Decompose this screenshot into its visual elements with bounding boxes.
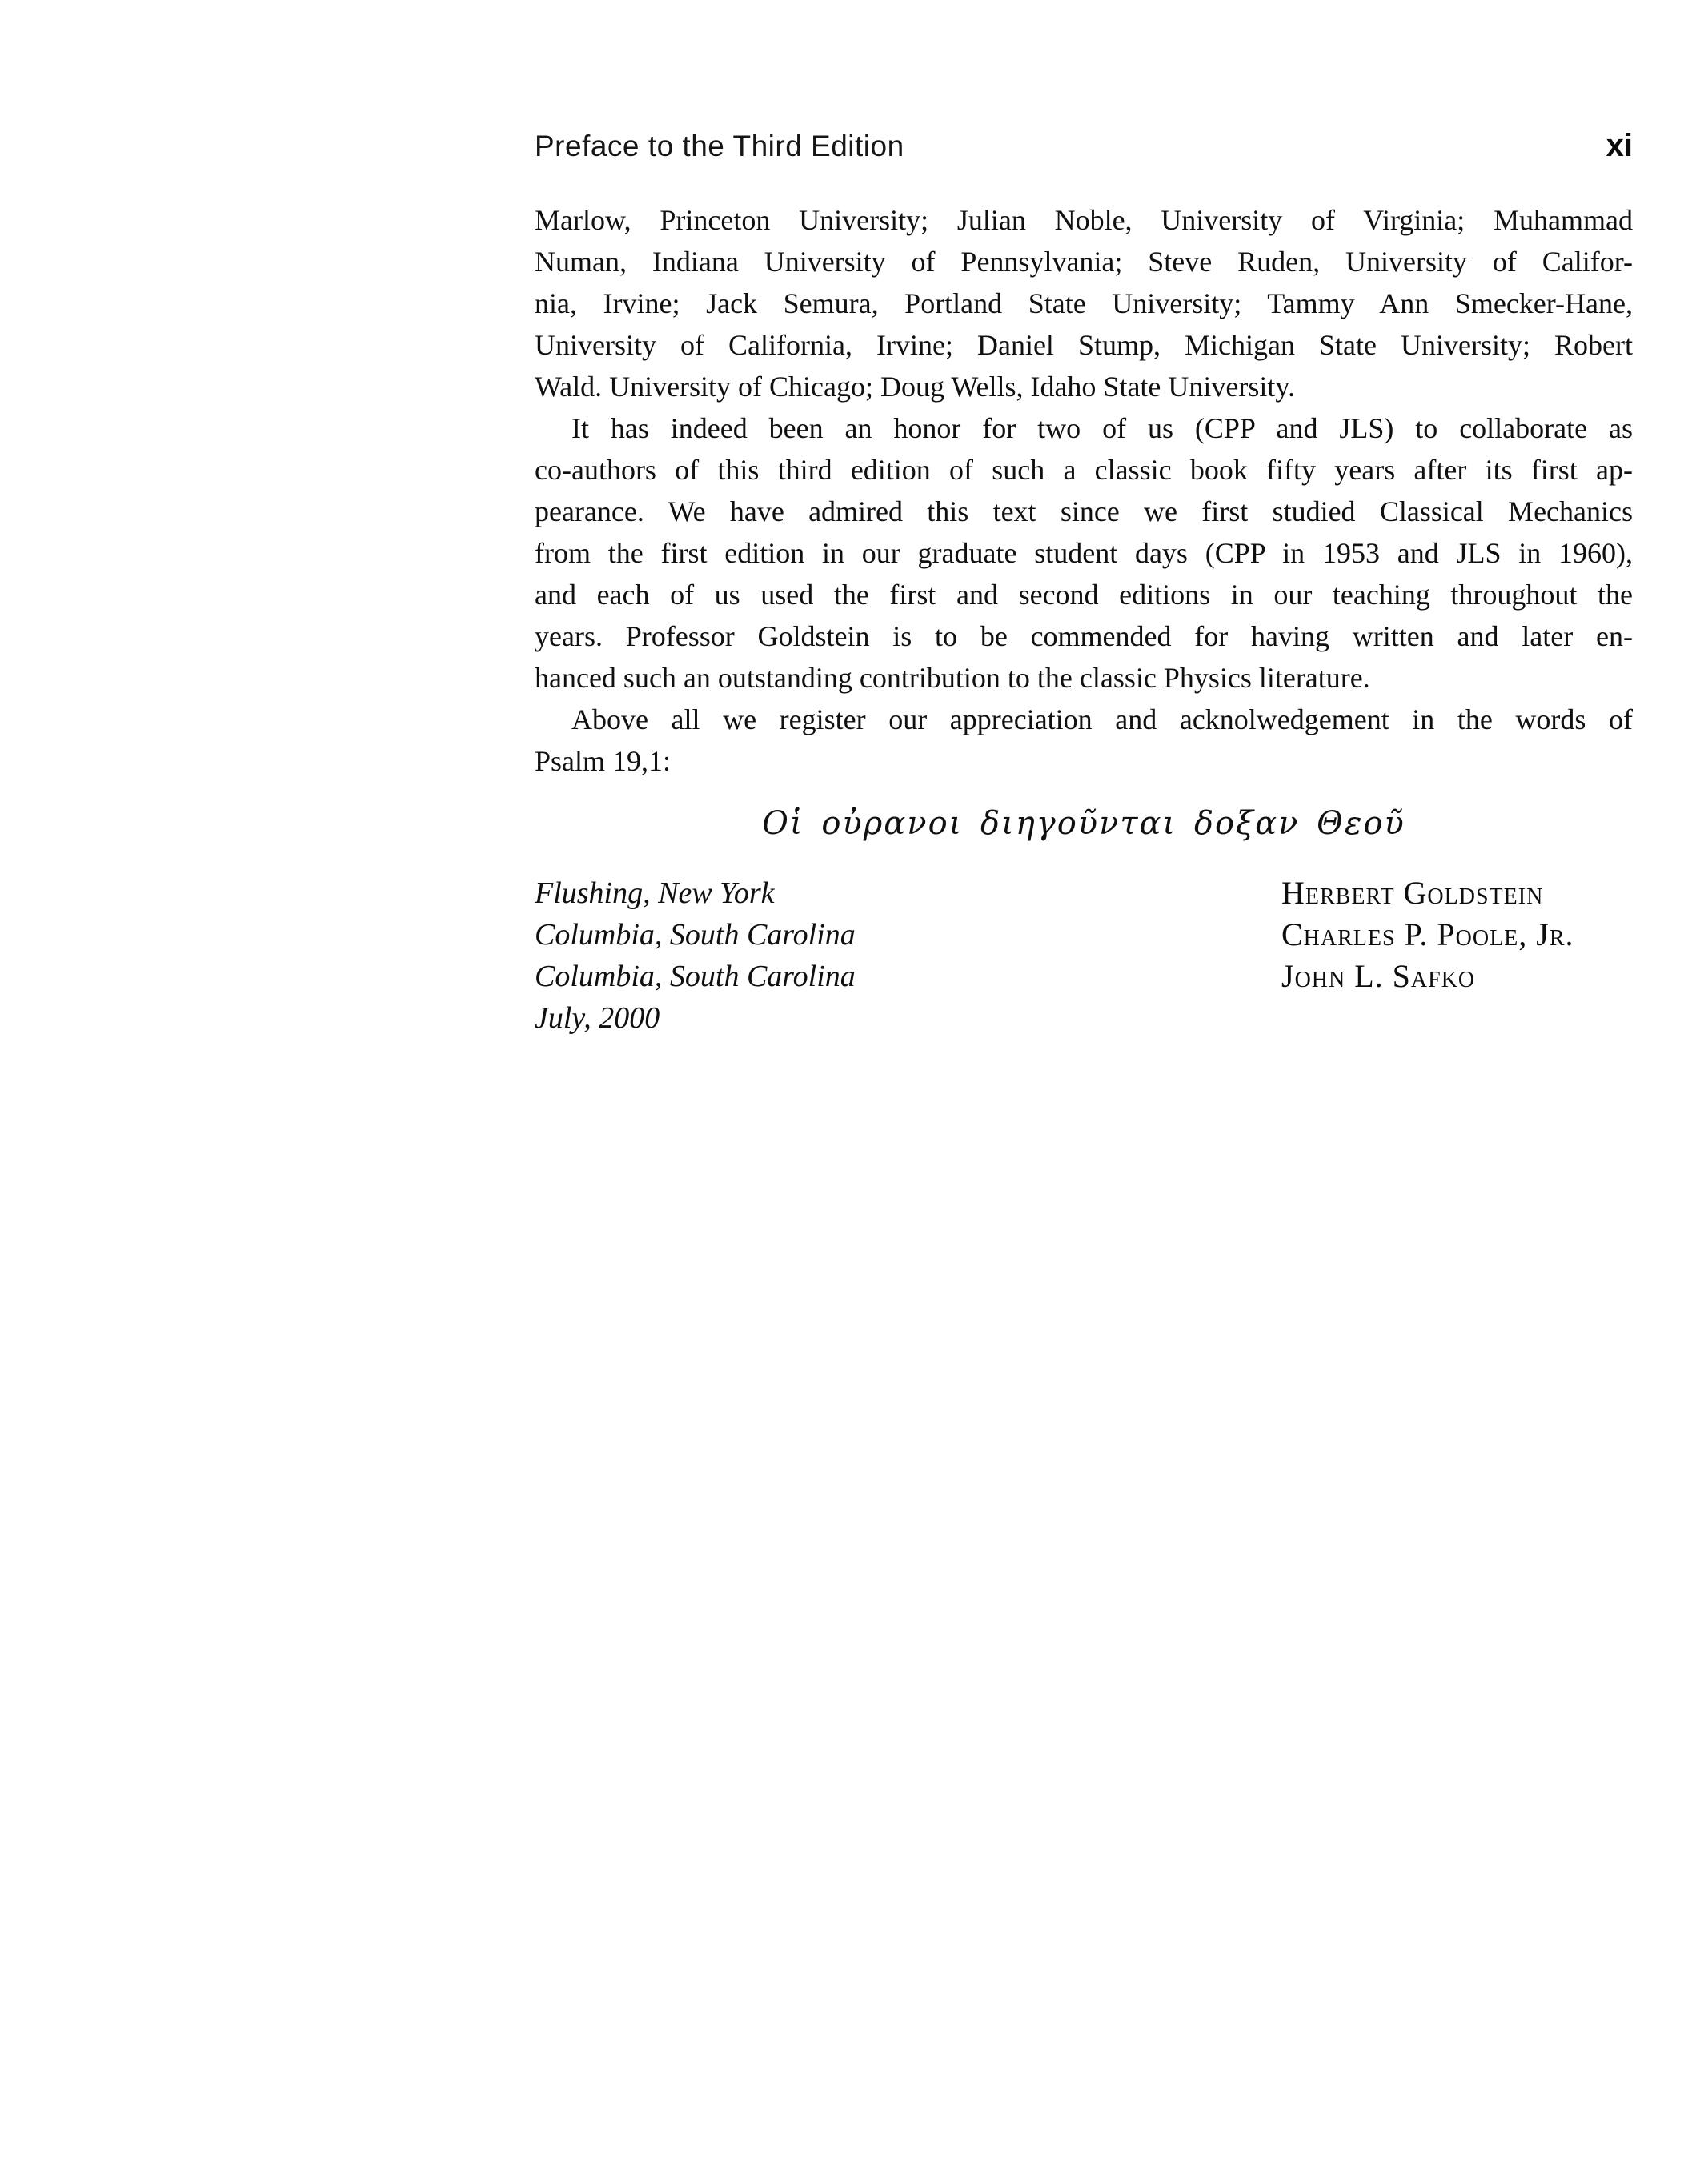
greek-epigraph: Οἱ οὐρανοι διηγοῦνται δοξαν Θεοῦ <box>762 805 1405 842</box>
running-head-title: Preface to the Third Edition <box>535 130 904 162</box>
text-line: Marlow, Princeton University; Julian Noble, University of Virginia; Muhammad <box>535 204 1633 236</box>
signature-date: July, 2000 <box>535 1001 660 1035</box>
author-name: John L. Safko <box>1281 958 1476 994</box>
author-name: Herbert Goldstein <box>1281 875 1544 911</box>
text-line: pearance. We have admired this text since we first studied Classical Mechanics <box>535 495 1633 527</box>
paragraph-psalm <box>535 699 1633 782</box>
text-line: from the first edition in our graduate student days (CPP in 1953 and JLS in 1960), <box>535 537 1633 569</box>
body-text <box>535 199 1633 782</box>
signature-names <box>1281 872 1574 997</box>
running-head <box>535 128 1633 164</box>
text-line: Above all we register our appreciation and acknolwedgement in the words of <box>571 703 1633 735</box>
text-line: It has indeed been an honor for two of us (CPP and JLS) to collaborate as <box>571 412 1633 444</box>
signature-block <box>535 872 1633 1039</box>
text-line: hanced such an outstanding contribution to the classic Physics literature. <box>535 662 1370 694</box>
text-line: Numan, Indiana University of Pennsylvania; Steve Ruden, University of Califor- <box>535 246 1633 278</box>
text-line: co-authors of this third edition of such a classic book fifty years after its first ap- <box>535 454 1633 486</box>
signature-place: Columbia, South Carolina <box>535 960 856 993</box>
text-line: University of California, Irvine; Daniel Stump, Michigan State University; Robert <box>535 329 1633 361</box>
text-line: and each of us used the first and second editions in our teaching throughout the <box>535 579 1633 611</box>
author-name: Charles P. Poole, Jr. <box>1281 916 1574 952</box>
text-line: Psalm 19,1: <box>535 745 672 777</box>
text-line: years. Professor Goldstein is to be commended for having written and later en- <box>535 620 1633 652</box>
page-number: xi <box>1606 128 1633 163</box>
paragraph-reviewers <box>535 199 1633 407</box>
text-line: Wald. University of Chicago; Doug Wells, Idaho State University. <box>535 371 1296 403</box>
signature-place: Columbia, South Carolina <box>535 918 856 952</box>
text-line: nia, Irvine; Jack Semura, Portland State University; Tammy Ann Smecker-Hane, <box>535 287 1633 319</box>
paragraph-honor <box>535 407 1633 699</box>
signature-place: Flushing, New York <box>535 876 775 910</box>
signature-places <box>535 872 1281 1039</box>
